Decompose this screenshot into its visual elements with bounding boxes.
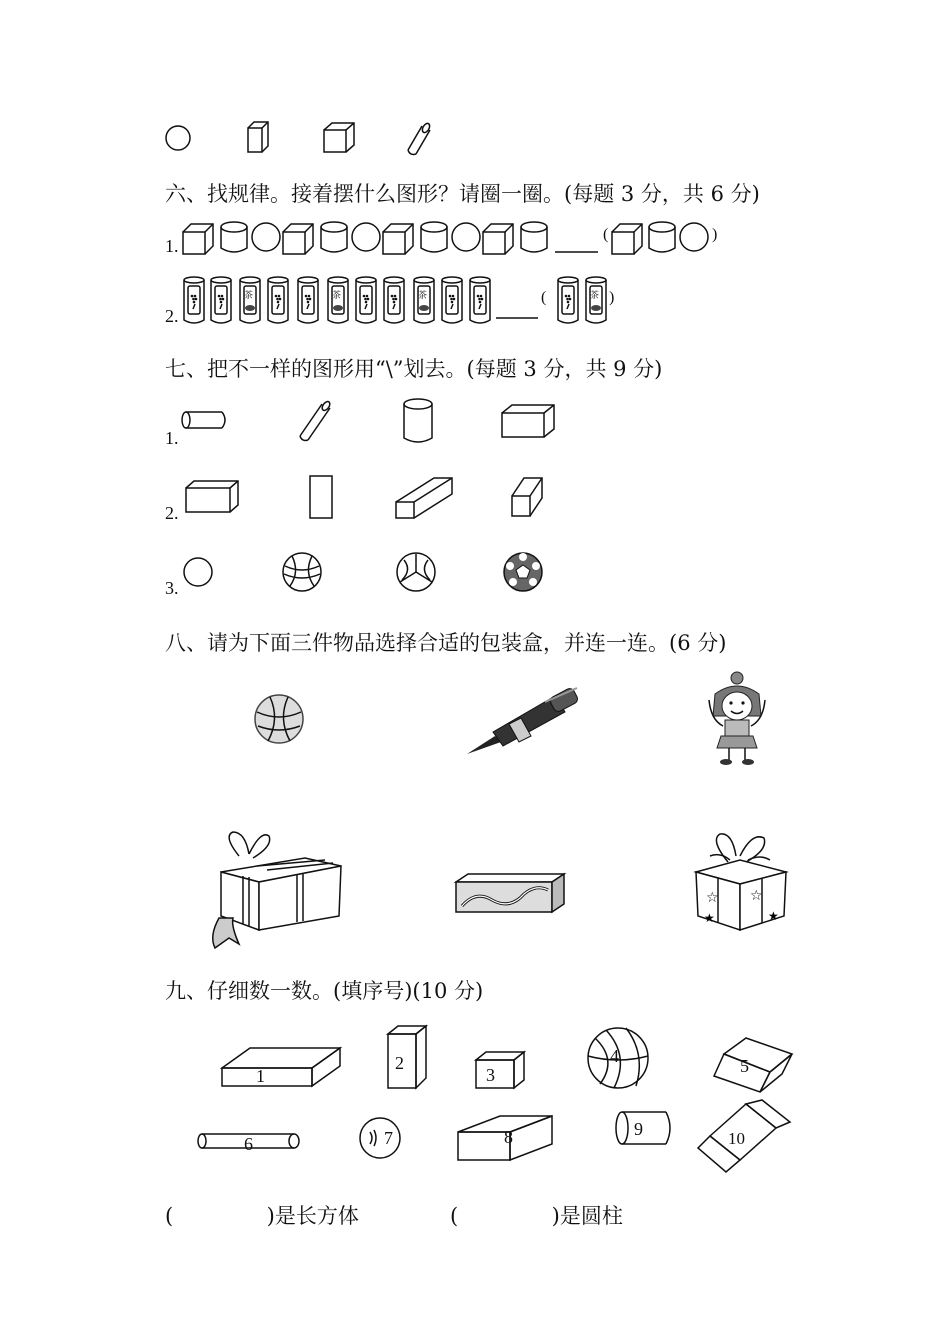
svg-text:★: ★ — [768, 909, 779, 923]
sphere-shape[interactable] — [184, 558, 212, 586]
fountain-pen-icon[interactable] — [465, 684, 585, 759]
grape-can-shape — [384, 277, 404, 323]
shape-label: 8 — [504, 1127, 513, 1147]
cylinder-upright-shape[interactable] — [404, 399, 432, 442]
rectangle-shape[interactable] — [310, 476, 332, 518]
paren-close: ) — [712, 226, 718, 243]
shape-9-short-cylinder — [616, 1112, 670, 1144]
grape-can-shape — [470, 277, 490, 323]
paren-open: ( — [603, 226, 609, 243]
svg-text:★: ★ — [704, 911, 715, 925]
cube-shape — [183, 224, 213, 254]
choice-cylinder-shape[interactable] — [649, 222, 675, 252]
grape-can-shape — [356, 277, 376, 323]
shape-label: 10 — [728, 1129, 745, 1148]
answer-cylinder[interactable]: ( )是圆柱 — [450, 1204, 623, 1228]
cuboid-tall-shape — [248, 122, 268, 152]
gift-box-ribbon-icon[interactable] — [205, 826, 345, 952]
cube-shape — [324, 123, 354, 152]
grape-can-shape — [298, 277, 318, 323]
tea-label: 茶 — [244, 291, 254, 301]
basketball-icon[interactable] — [252, 692, 306, 746]
cylinder-shape — [521, 222, 547, 252]
choice-sphere-shape[interactable] — [680, 223, 708, 251]
choice-grape-can-shape[interactable] — [558, 277, 578, 323]
cube-shape — [283, 224, 313, 254]
tea-label: 茶 — [418, 291, 428, 301]
tea-label: 茶 — [332, 291, 342, 301]
cuboid-shape[interactable] — [186, 481, 238, 512]
sphere-shape — [252, 223, 280, 251]
shape-3-cube — [476, 1052, 524, 1088]
paren-close: ) — [609, 289, 615, 306]
cylinder-tilted-shape[interactable] — [300, 400, 331, 440]
gift-box-stars-icon[interactable] — [690, 826, 790, 936]
cylinder-tilted-shape — [408, 122, 431, 154]
cuboid-long-shape[interactable] — [396, 478, 452, 518]
grape-can-shape — [442, 277, 462, 323]
shape-label: 3 — [486, 1065, 495, 1085]
cylinder-lying-shape[interactable] — [182, 412, 225, 428]
svg-text:☆: ☆ — [750, 888, 763, 904]
section6-q1-pattern — [180, 218, 725, 258]
section6-title: 六、找规律。接着摆什么图形？请圈一圈。(每题 3 分，共 6 分) — [165, 182, 760, 206]
section7-title: 七、把不一样的图形用“\”划去。(每题 3 分，共 9 分) — [165, 357, 663, 381]
section7-q3-shapes[interactable] — [180, 548, 560, 596]
shape-5-tilted-cube — [714, 1038, 792, 1092]
cylinder-shape — [421, 222, 447, 252]
cylinder-shape — [221, 222, 247, 252]
section7-q1-number: 1. — [165, 428, 179, 448]
cube-shape — [483, 224, 513, 254]
shape-label: 7 — [384, 1128, 393, 1148]
sphere-shape — [352, 223, 380, 251]
answer-cuboid[interactable]: ( )是长方体 — [165, 1204, 359, 1228]
section6-q1-number: 1. — [165, 236, 179, 256]
cube-shape — [383, 224, 413, 254]
shape-label: 5 — [740, 1056, 749, 1076]
section9-title: 九、仔细数一数。(填序号)(10 分) — [165, 979, 484, 1003]
volleyball-icon[interactable] — [283, 553, 321, 591]
sphere-shape — [452, 223, 480, 251]
doll-girl-icon[interactable] — [705, 670, 770, 768]
paren-open: ( — [541, 289, 547, 306]
section6-q2-number: 2. — [165, 306, 179, 326]
choice-cube-shape[interactable] — [612, 224, 642, 254]
svg-text:☆: ☆ — [706, 890, 719, 906]
soccer-ball-icon[interactable] — [504, 553, 542, 591]
tea-label: 茶 — [590, 291, 600, 301]
shape-label: 9 — [634, 1119, 643, 1139]
shape-label: 6 — [244, 1134, 253, 1154]
cylinder-shape — [321, 222, 347, 252]
section9-shapes — [190, 1020, 810, 1180]
cuboid-shape[interactable] — [502, 405, 554, 437]
top-shapes-row — [160, 118, 460, 158]
long-box-icon[interactable] — [452, 870, 566, 916]
section7-q3-number: 3. — [165, 578, 179, 598]
volleyball-icon[interactable] — [397, 553, 435, 591]
section7-q2-number: 2. — [165, 503, 179, 523]
section7-q1-shapes[interactable] — [180, 398, 580, 448]
grape-can-shape — [211, 277, 231, 323]
shape-label: 1 — [256, 1066, 265, 1086]
shape-label: 2 — [395, 1053, 404, 1073]
grape-can-shape — [184, 277, 204, 323]
shape-label: 4 — [610, 1046, 619, 1066]
cuboid-tall-shape[interactable] — [512, 478, 542, 516]
grape-can-shape — [268, 277, 288, 323]
sphere-shape — [166, 126, 190, 150]
shape-1-flat-cuboid — [222, 1048, 340, 1086]
section8-title: 八、请为下面三件物品选择合适的包装盒，并连一连。(6 分) — [165, 631, 727, 655]
section7-q2-shapes[interactable] — [180, 472, 560, 524]
shape-2-tall-cuboid — [388, 1026, 426, 1088]
shape-7-sphere — [360, 1118, 400, 1158]
